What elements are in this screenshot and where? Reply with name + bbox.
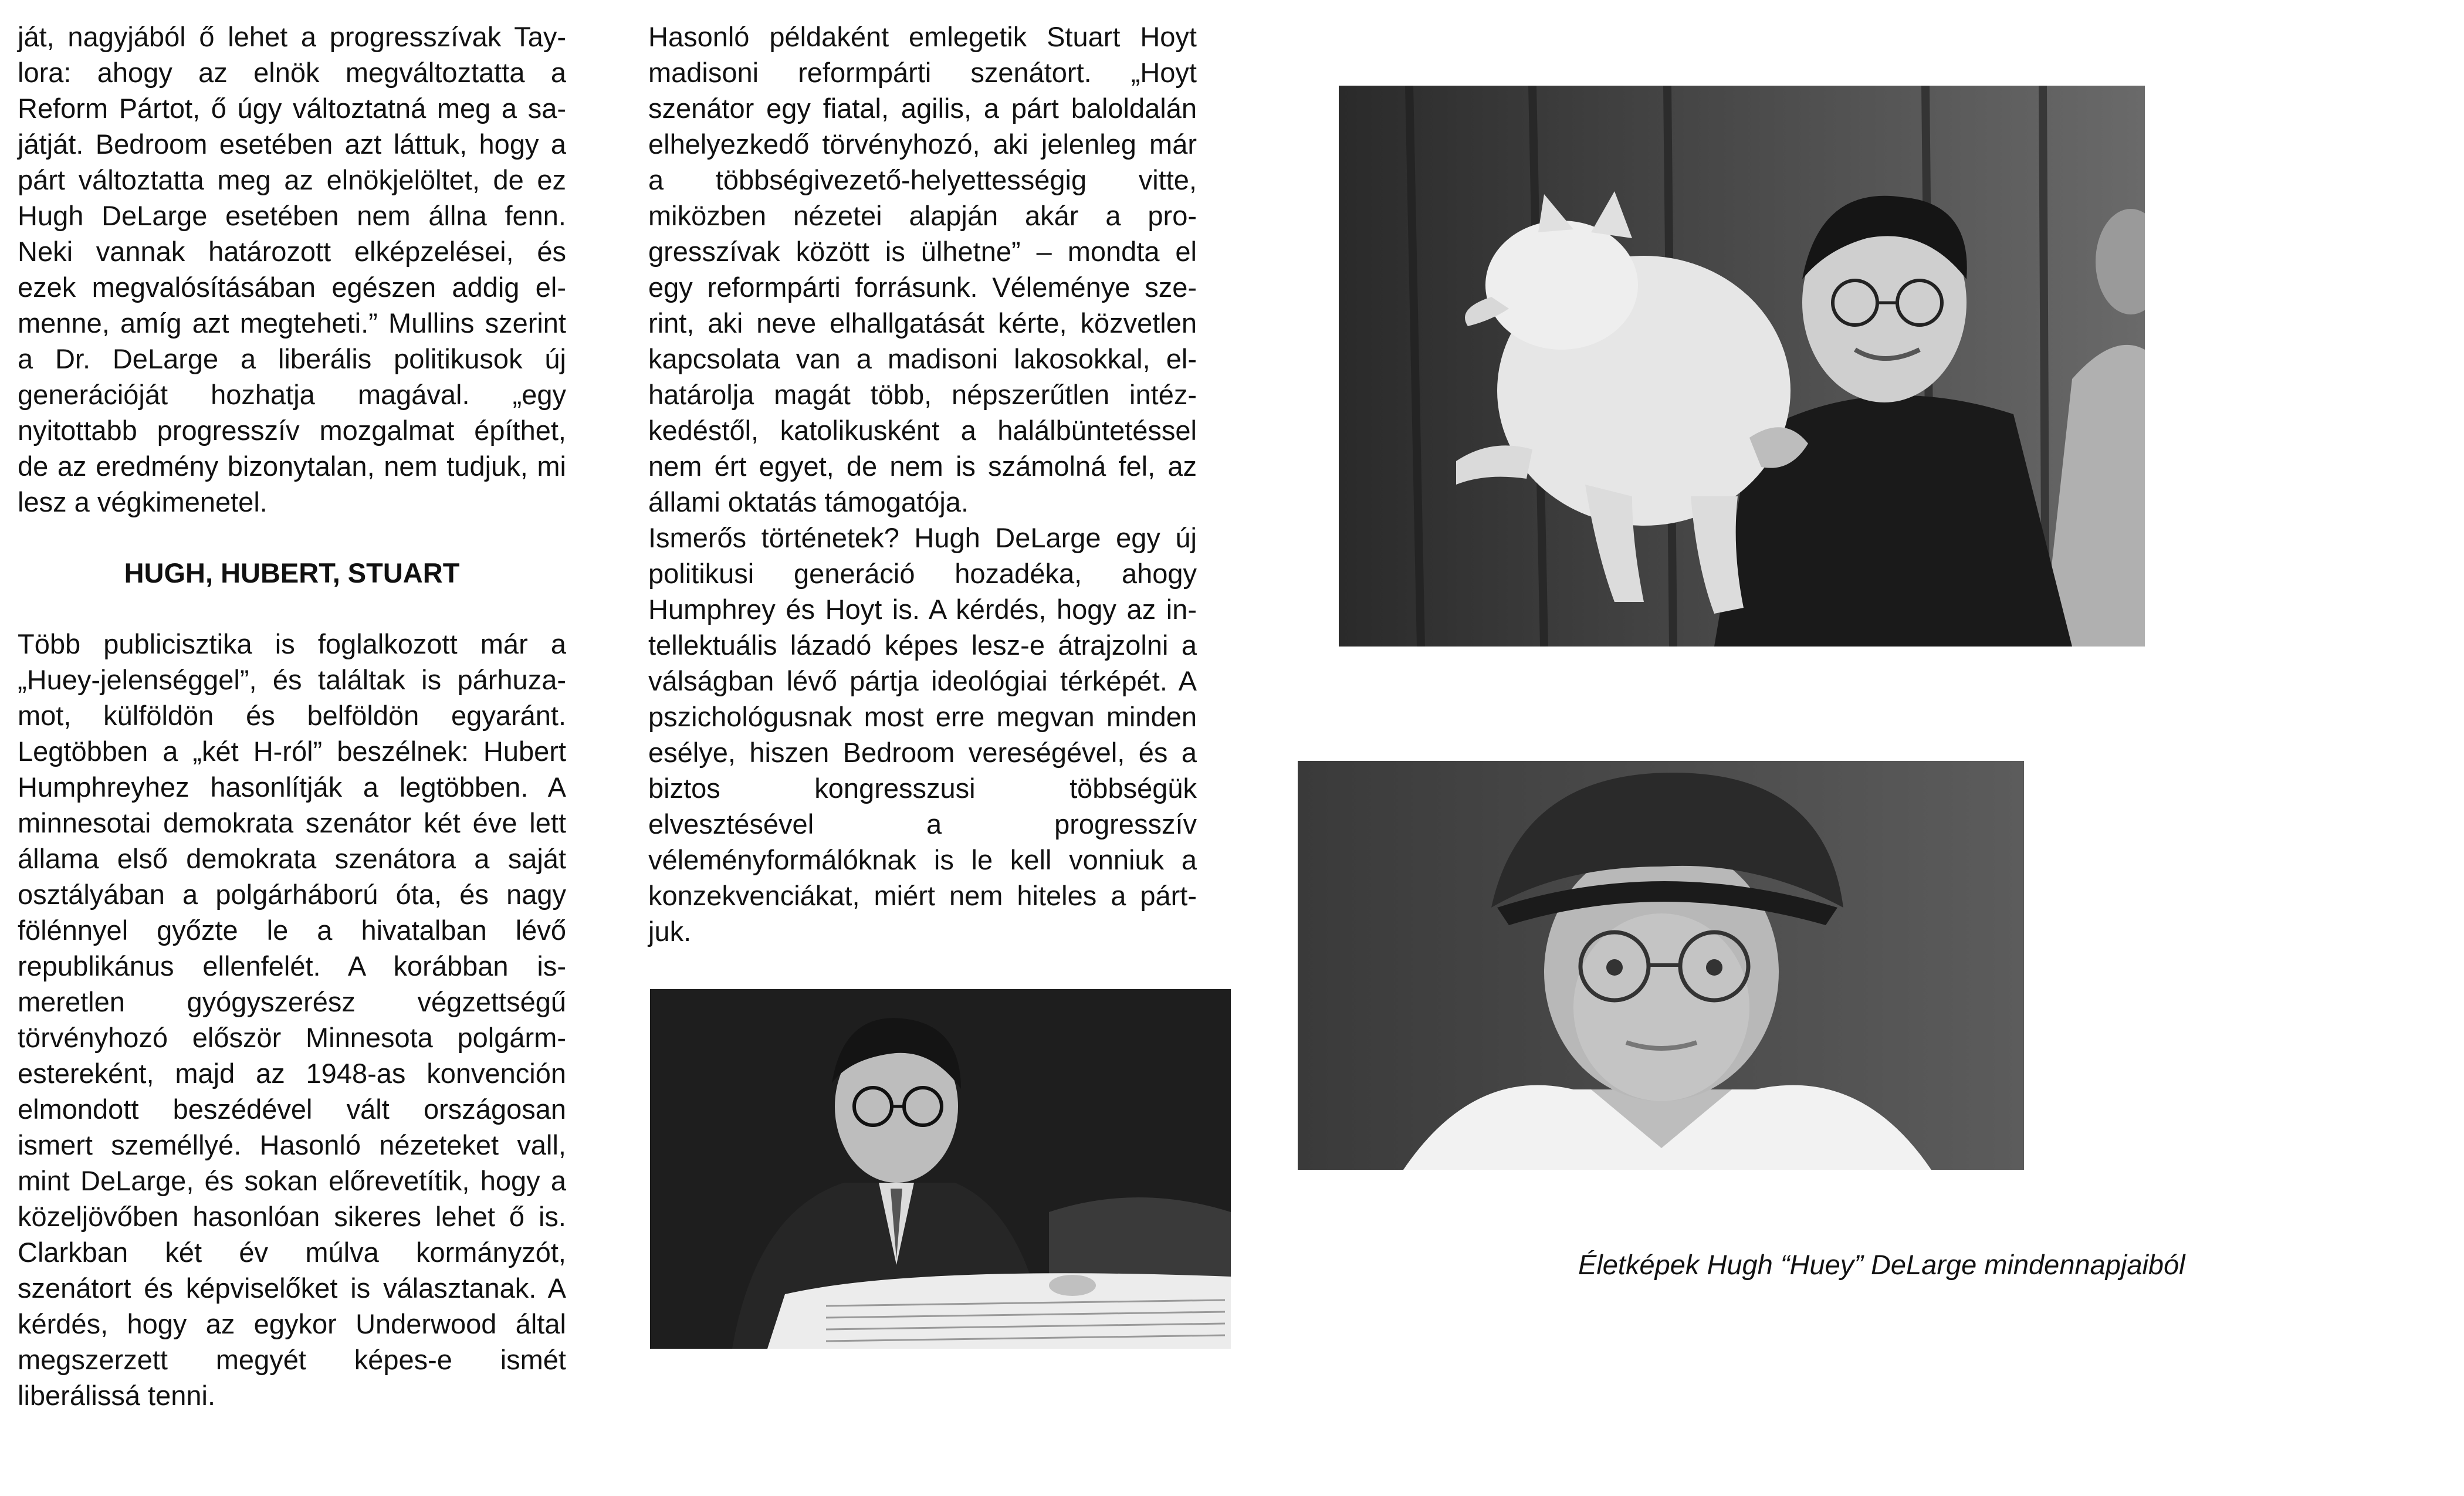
photo-man-holding-piglet bbox=[1339, 86, 2145, 647]
text-column-left bbox=[18, 19, 566, 1413]
photo-caption: Életképek Hugh “Huey” DeLarge mindennapjaiból bbox=[1578, 1249, 2185, 1280]
article-paragraph: Több publicisztika is foglalkozott már a „Huey-jelenséggel”, és találtak is párhuzamot, külföldön és belföldön egyaránt. Legtöbben a „két H-ról” beszélnek: Hubert Humphreyhez hasonlítják a legtöbben. A minnesotai demokrata szenátor két éve lett állama első demokrata szenátora a saját osztályában a polgárháború óta, és nagy fölénnyel győzte le a hivatalban lévő republikánus ellenfelét. A korábban ismeretlen gyógyszerész végzettségű törvényhozó először Minnesota polgármestereként, majd az 1948-as konvención elmondott beszédével vált országosan ismert személlyé. Hasonló nézeteket vall, mint DeLarge, és sokan előrevetítik, hogy a közeljövőben hasonlóan sikeres lehet ő is. Clarkban két év múlva kormányzót, szenátort és képviselőket is választanak. A kérdés, hogy az egykor Underwood által megszerzett megyét képes-e ismét liberálissá tenni. bbox=[18, 628, 566, 1411]
photo-man-with-sheet-music bbox=[650, 989, 1231, 1349]
article-paragraph: ját, nagyjából ő lehet a progresszívak Taylora: ahogy az elnök megváltoztatta a Reform Pártot, ő úgy változtatná meg a sajátját. Bedroom esetében azt láttuk, hogy a párt változtatta meg az elnökjelöltet, de ez Hugh DeLarge esetében nem állna fenn. Neki vannak határozott elképzelései, és ezek megvalósításában egészen addig elmenne, amíg azt megteheti.” Mullins szerint a Dr. DeLarge a liberális politikusok új generációját hozhatja magával. „egy nyitottabb progresszív mozgalmat építhet, de az eredmény bizonytalan, nem tudjuk, mi lesz a végkimenetel. bbox=[18, 21, 566, 517]
text-column-middle bbox=[648, 19, 1197, 949]
article-paragraph: Ismerős történetek? Hugh DeLarge egy új politikusi generáció hozadéka, ahogy Humphrey és Hoyt is. A kérdés, hogy az intellektuális lázadó képes lesz-e átrajzolni a válságban lévő pártja ideológiai térképét. A pszichológusnak most erre megvan minden esélye, hiszen Bedroom vereségével, és a biztos kongresszusi többségük elvesztésével a progresszív véleményformálóknak is le kell vonniuk a konzekvenciákat, miért nem hiteles a pártjuk. bbox=[648, 522, 1197, 947]
photo-portrait-with-cap bbox=[1298, 761, 2024, 1170]
section-heading: HUGH, HUBERT, STUART bbox=[124, 557, 460, 588]
article-paragraph: Hasonló példaként emlegetik Stuart Hoyt madisoni reformpárti szenátort. „Hoyt szenátor egy fiatal, agilis, a párt baloldalán elhelyezkedő törvényhozó, aki jelenleg már a többségivezető-helyettességig vitte, miközben nézetei alapján akár a progresszívak között is ülhetne” – mondta el egy reformpárti forrásunk. Véleménye szerint, aki neve elhallgatását kérte, közvetlen kapcsolata van a madisoni lakosokkal, elhatárolja magát több, népszerűtlen intézkedéstől, katolikusként a halálbüntetéssel nem ért egyet, de nem is számolná fel, az állami oktatás támogatója. bbox=[648, 21, 1197, 517]
